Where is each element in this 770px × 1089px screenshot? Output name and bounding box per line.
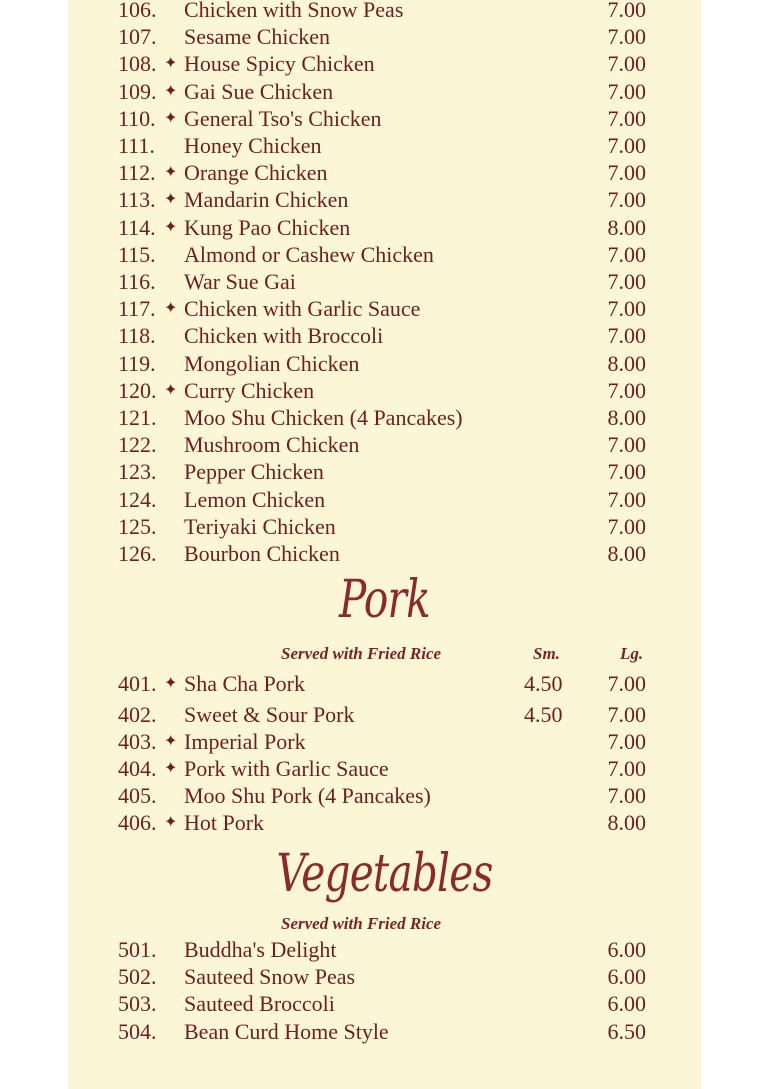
item-price: 8.00 bbox=[607, 214, 646, 240]
spicy-icon: ✦ bbox=[164, 381, 178, 399]
item-name: Moo Shu Chicken (4 Pancakes) bbox=[184, 405, 463, 430]
menu-item-row bbox=[68, 50, 701, 77]
item-name: War Sue Gai bbox=[184, 269, 296, 294]
menu-item-row bbox=[68, 458, 701, 485]
item-name: Teriyaki Chicken bbox=[184, 513, 336, 539]
item-price: 6.00 bbox=[607, 991, 646, 1017]
item-price: 7.00 bbox=[607, 105, 646, 131]
item-name: Sauteed Broccoli bbox=[184, 991, 335, 1017]
menu-item-row bbox=[68, 0, 701, 23]
menu-item-row bbox=[68, 159, 701, 186]
spicy-icon: ✦ bbox=[164, 300, 178, 318]
item-name: Bourbon Chicken bbox=[184, 541, 340, 566]
item-number: 107. bbox=[118, 24, 157, 50]
item-price: 7.00 bbox=[607, 729, 646, 754]
item-name: Mongolian Chicken bbox=[184, 350, 360, 376]
item-number: 503. bbox=[118, 991, 157, 1017]
menu-item-row bbox=[68, 809, 701, 836]
spicy-icon: ✦ bbox=[164, 109, 178, 127]
item-price: 7.00 bbox=[607, 432, 646, 458]
menu-item-row bbox=[68, 377, 701, 404]
item-number: 402. bbox=[118, 702, 157, 727]
item-number: 504. bbox=[118, 1018, 157, 1044]
menu-item-row bbox=[68, 670, 701, 697]
small-price: 4.50 bbox=[524, 671, 563, 696]
menu-item-row bbox=[68, 990, 701, 1017]
item-number: 405. bbox=[118, 783, 157, 808]
item-name: Orange Chicken bbox=[184, 160, 328, 186]
item-price: 7.00 bbox=[607, 24, 646, 50]
item-name: Mandarin Chicken bbox=[184, 187, 349, 213]
item-number: 112. bbox=[118, 160, 156, 186]
menu-item-row bbox=[68, 350, 701, 377]
item-name: Moo Shu Pork (4 Pancakes) bbox=[184, 783, 431, 808]
item-number: 110. bbox=[118, 105, 156, 131]
item-name: Bean Curd Home Style bbox=[184, 1018, 389, 1044]
menu-item-row bbox=[68, 105, 701, 132]
spicy-icon: ✦ bbox=[164, 191, 178, 209]
menu-item-row bbox=[68, 513, 701, 540]
menu-page bbox=[68, 0, 701, 1089]
item-price: 7.00 bbox=[607, 783, 646, 808]
item-name: Chicken with Garlic Sauce bbox=[184, 296, 421, 322]
item-name: Kung Pao Chicken bbox=[184, 214, 351, 240]
item-price: 7.00 bbox=[607, 269, 646, 294]
item-name: Curry Chicken bbox=[184, 377, 315, 403]
item-price: 8.00 bbox=[607, 541, 646, 566]
item-price: 6.00 bbox=[607, 964, 646, 990]
item-name: Sweet & Sour Pork bbox=[184, 702, 355, 727]
item-name: Imperial Pork bbox=[184, 729, 306, 754]
item-number: 403. bbox=[118, 729, 157, 754]
item-number: 106. bbox=[118, 0, 157, 22]
menu-item-row bbox=[68, 295, 701, 322]
spicy-icon: ✦ bbox=[164, 675, 178, 692]
menu-item-row bbox=[68, 701, 701, 728]
spicy-icon: ✦ bbox=[164, 164, 178, 182]
item-number: 125. bbox=[118, 513, 157, 539]
item-name: General Tso's Chicken bbox=[184, 105, 382, 131]
item-price: 7.00 bbox=[607, 756, 646, 781]
item-number: 114. bbox=[118, 214, 156, 240]
item-price: 6.50 bbox=[607, 1018, 646, 1044]
item-price: 7.00 bbox=[607, 323, 646, 349]
vegetables-served-with: Served with Fried Rice bbox=[281, 914, 442, 933]
item-price: 7.00 bbox=[607, 296, 646, 322]
item-price: 8.00 bbox=[607, 810, 646, 835]
pork-served-with: Served with Fried Rice bbox=[281, 644, 442, 663]
item-name: Gai Sue Chicken bbox=[184, 78, 334, 104]
item-number: 117. bbox=[118, 296, 156, 322]
item-number: 109. bbox=[118, 78, 157, 104]
pork-section-title: Pork bbox=[339, 570, 430, 630]
menu-item-row bbox=[68, 936, 701, 963]
item-name: Hot Pork bbox=[184, 810, 265, 835]
item-price: 7.00 bbox=[607, 486, 646, 512]
item-number: 126. bbox=[118, 541, 157, 566]
small-price: 4.50 bbox=[524, 702, 563, 727]
item-name: Lemon Chicken bbox=[184, 486, 326, 512]
item-name: Sauteed Snow Peas bbox=[184, 964, 356, 990]
item-name: Sha Cha Pork bbox=[184, 671, 305, 696]
menu-item-row bbox=[68, 214, 701, 241]
item-price: 7.00 bbox=[607, 133, 646, 158]
menu-item-row bbox=[68, 755, 701, 782]
item-name: House Spicy Chicken bbox=[184, 51, 375, 77]
item-price: 7.00 bbox=[607, 513, 646, 539]
item-price: 7.00 bbox=[607, 160, 646, 186]
item-price: 7.00 bbox=[607, 241, 646, 267]
spicy-icon: ✦ bbox=[164, 814, 178, 831]
spicy-icon: ✦ bbox=[164, 760, 178, 777]
item-number: 502. bbox=[118, 964, 157, 990]
spicy-icon: ✦ bbox=[164, 733, 178, 750]
item-price: 7.00 bbox=[607, 671, 646, 696]
item-price: 7.00 bbox=[607, 459, 646, 485]
menu-item-row bbox=[68, 186, 701, 213]
item-price: 7.00 bbox=[607, 702, 646, 727]
item-name: Chicken with Snow Peas bbox=[184, 0, 404, 22]
item-number: 120. bbox=[118, 377, 157, 403]
menu-item-row bbox=[68, 132, 701, 159]
item-number: 122. bbox=[118, 432, 157, 458]
item-price: 7.00 bbox=[607, 78, 646, 104]
menu-item-row bbox=[68, 486, 701, 513]
item-name: Chicken with Broccoli bbox=[184, 323, 384, 349]
item-number: 116. bbox=[118, 269, 156, 294]
spicy-icon: ✦ bbox=[164, 218, 178, 236]
menu-item-row bbox=[68, 78, 701, 105]
menu-item-row bbox=[68, 540, 701, 567]
menu-item-row bbox=[68, 322, 701, 349]
vegetables-section-title: Vegetables bbox=[276, 844, 493, 904]
item-number: 115. bbox=[118, 241, 156, 267]
item-name: Pepper Chicken bbox=[184, 459, 324, 485]
item-price: 7.00 bbox=[607, 0, 646, 22]
menu-item-row bbox=[68, 268, 701, 295]
item-number: 501. bbox=[118, 937, 157, 962]
item-number: 401. bbox=[118, 671, 157, 696]
item-number: 111. bbox=[118, 133, 155, 158]
item-number: 119. bbox=[118, 350, 156, 376]
menu-item-row bbox=[68, 782, 701, 809]
item-name: Almond or Cashew Chicken bbox=[184, 241, 434, 267]
menu-item-row bbox=[68, 728, 701, 755]
item-price: 7.00 bbox=[607, 377, 646, 403]
item-price: 8.00 bbox=[607, 405, 646, 430]
spicy-icon: ✦ bbox=[164, 82, 178, 100]
item-name: Honey Chicken bbox=[184, 133, 322, 158]
item-number: 108. bbox=[118, 51, 157, 77]
item-number: 123. bbox=[118, 459, 157, 485]
item-number: 113. bbox=[118, 187, 156, 213]
menu-item-row bbox=[68, 1018, 701, 1045]
menu-item-row bbox=[68, 963, 701, 990]
menu-item-row bbox=[68, 404, 701, 431]
item-name: Sesame Chicken bbox=[184, 24, 331, 50]
item-name: Pork with Garlic Sauce bbox=[184, 756, 389, 781]
item-name: Mushroom Chicken bbox=[184, 432, 360, 458]
item-number: 124. bbox=[118, 486, 157, 512]
item-price: 8.00 bbox=[607, 350, 646, 376]
item-price: 6.00 bbox=[607, 937, 646, 962]
item-price: 7.00 bbox=[607, 187, 646, 213]
menu-item-row bbox=[68, 23, 701, 50]
menu-item-row bbox=[68, 241, 701, 268]
item-name: Buddha's Delight bbox=[184, 937, 337, 962]
pork-large-column-header: Lg. bbox=[620, 644, 644, 663]
item-number: 404. bbox=[118, 756, 157, 781]
item-price: 7.00 bbox=[607, 51, 646, 77]
pork-small-column-header: Sm. bbox=[533, 644, 560, 663]
item-number: 121. bbox=[118, 405, 157, 430]
item-number: 118. bbox=[118, 323, 156, 349]
spicy-icon: ✦ bbox=[164, 55, 178, 73]
item-number: 406. bbox=[118, 810, 157, 835]
menu-item-row bbox=[68, 431, 701, 458]
